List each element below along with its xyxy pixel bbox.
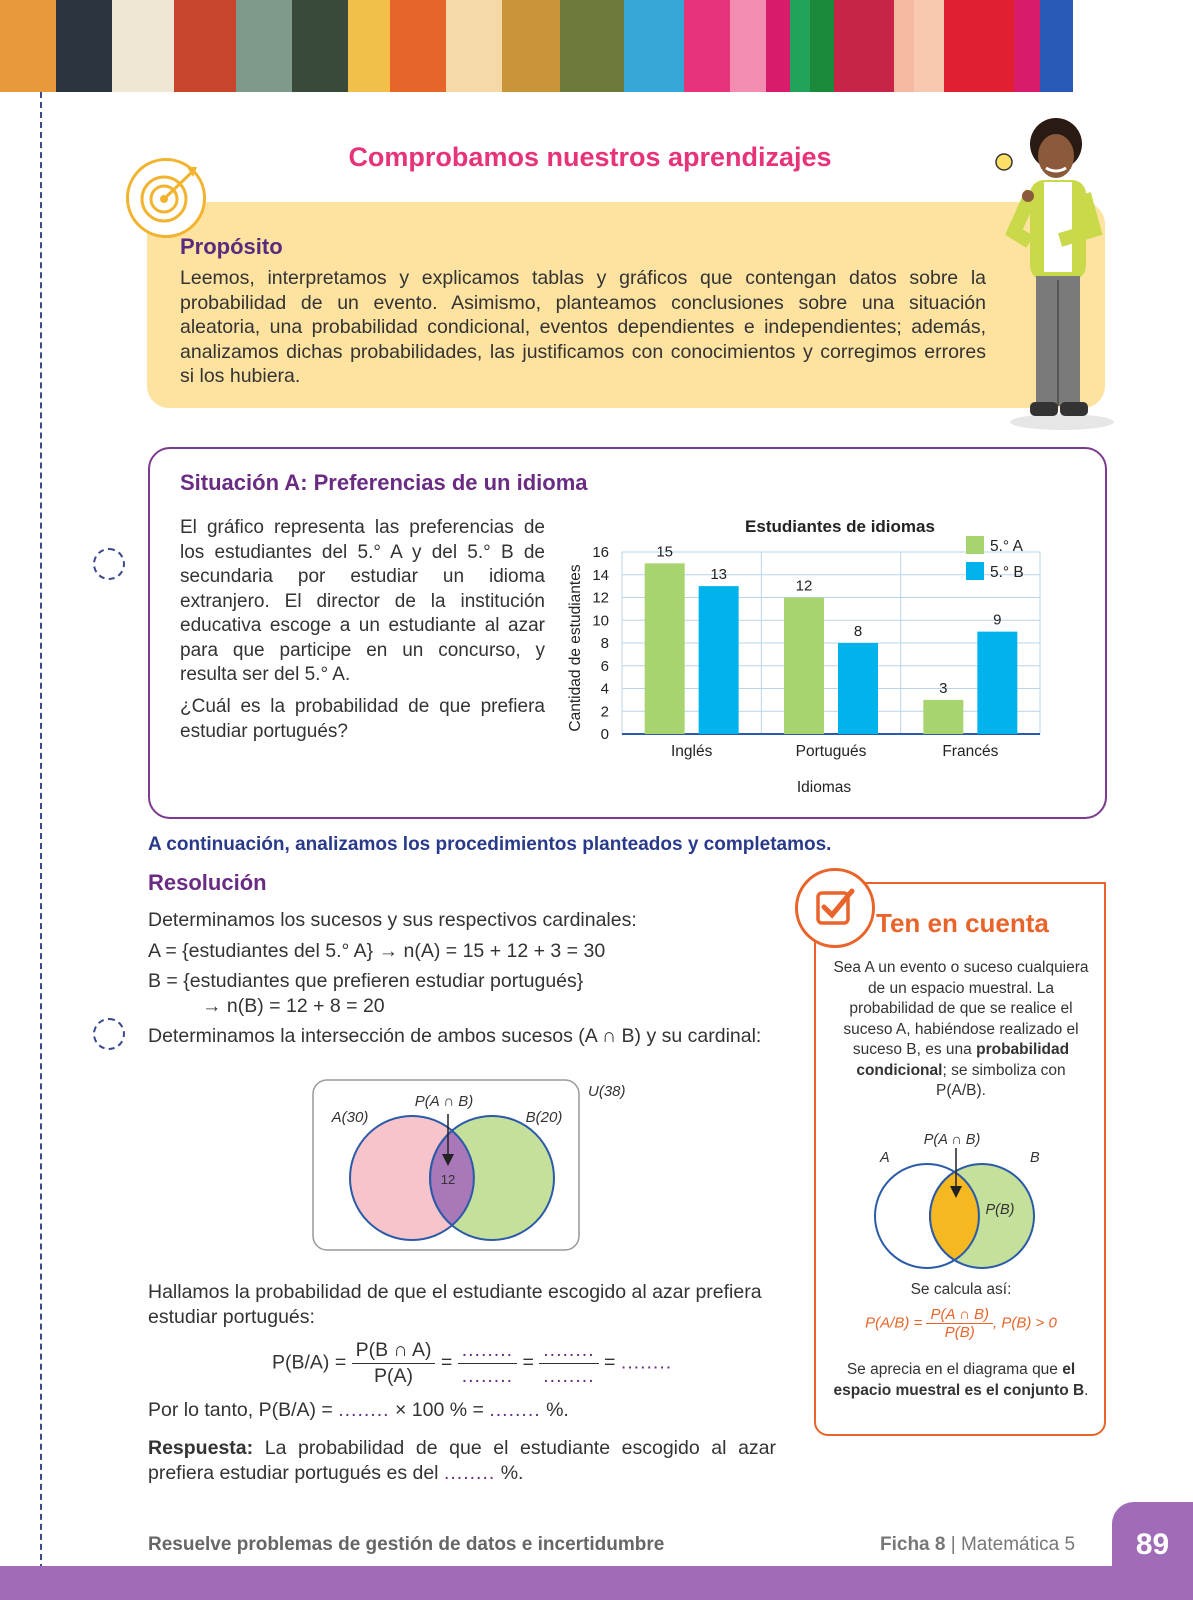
- blank-fraction-2[interactable]: $\frac{........}{........}$: [539, 1338, 598, 1389]
- probability-line: Hallamos la probabilidad de que el estudiante escogido al azar prefiera estudiar portugués:: [148, 1281, 762, 1328]
- blank-fraction-1[interactable]: $\frac{........}{........}$: [458, 1338, 517, 1389]
- event-b-line: B = {estudiantes que prefieren estudiar portugués}: [148, 970, 584, 992]
- chart-data-label: 12: [795, 577, 813, 595]
- binder-ring-icon: [93, 1018, 125, 1050]
- venn-intersection-label: P(A ∩ B): [414, 1093, 474, 1110]
- resolution-line-1: Determinamos los sucesos y sus respectivos cardinales:: [148, 909, 637, 931]
- bar-chart: [560, 512, 1060, 802]
- chart-x-tick-label: Francés: [942, 743, 999, 760]
- chart-y-tick-label: 16: [592, 544, 609, 561]
- binder-ring-icon: [93, 548, 125, 580]
- venn-diagram: [312, 1076, 632, 1256]
- formula-denominator: P(A): [374, 1365, 414, 1387]
- chart-bar: [977, 632, 1017, 734]
- chart-y-tick-label: 10: [592, 612, 609, 630]
- venn-set-b-label: B(20): [525, 1109, 563, 1126]
- conclusion-line: Por lo tanto, P(B/A) = ........ × 100 % = ........ %.: [148, 1399, 569, 1421]
- chart-title: Estudiantes de idiomas: [745, 517, 935, 536]
- note-intersection-label: P(A ∩ B): [923, 1132, 981, 1148]
- margin-dashed-line: [40, 92, 42, 1600]
- blank-percentage[interactable]: ........: [489, 1399, 541, 1421]
- note-pb-label: P(B): [985, 1202, 1015, 1218]
- note-definition: Sea A un evento o suceso cualquiera de un espacio muestral. La probabilidad de que se realice el suceso A, habiéndose realizado el suceso B, es una probabilidad condicional; se simboliza con P(A/B).: [833, 959, 1089, 1099]
- chart-legend-swatch: [966, 562, 984, 580]
- footer-competency: Resuelve problemas de gestión de datos e incertidumbre: [148, 1534, 665, 1555]
- resolution-lead: A continuación, analizamos los procedimientos planteados y completamos.: [148, 834, 832, 855]
- formula-fraction: [352, 1338, 436, 1389]
- chart-y-tick-label: 6: [600, 657, 609, 675]
- note-formula: P(A/B) = $\frac{P(A \cap B)}{P(B)}$ , P(B) > 0: [865, 1306, 1057, 1341]
- chart-legend-label: 5.° B: [990, 564, 1024, 581]
- chart-y-axis-label: Cantidad de estudiantes: [567, 564, 584, 732]
- student-illustration: [990, 112, 1130, 432]
- chart-data-label: 13: [710, 566, 728, 584]
- chart-y-tick-label: 12: [592, 589, 609, 607]
- formula-lhs: P(B/A) =: [272, 1351, 347, 1374]
- answer-label: Respuesta:: [148, 1437, 254, 1459]
- venn-set-a-label: A(30): [331, 1109, 369, 1126]
- target-icon: [126, 158, 206, 238]
- situation-heading: Situación A: Preferencias de un idioma: [180, 470, 588, 495]
- situation-question: ¿Cuál es la probabilidad de que prefiera estudiar portugués?: [180, 696, 545, 742]
- formula-numerator: P(B ∩ A): [352, 1338, 436, 1364]
- chart-data-label: 3: [939, 679, 948, 697]
- answer-line: Respuesta: La probabilidad de que el estudiante escogido al azar prefiera estudiar portugués es del ........ %.: [148, 1437, 777, 1484]
- note-venn-diagram: [862, 1128, 1062, 1278]
- chart-data-label: 8: [853, 623, 863, 640]
- blank-result[interactable]: ........: [620, 1351, 673, 1374]
- checklist-icon: [795, 868, 875, 948]
- page-number: 89: [1135, 1528, 1170, 1561]
- chart-x-tick-label: Inglés: [670, 743, 713, 760]
- event-a-line: A = {estudiantes del 5.° A} → n(A) = 15 + 12 + 3 = 30: [148, 940, 606, 962]
- conditional-formula: P(B/A) = $\frac{P(B \cap A)}{P(A)}$ = $\frac{........}{........}$ = $\frac{........}{........}$ = ........: [272, 1339, 673, 1387]
- note-set-b-label: B: [1030, 1150, 1040, 1166]
- chart-bar: [699, 586, 739, 734]
- note-sample-space: Se aprecia en el diagrama que el espacio muestral es el conjunto B.: [833, 1361, 1089, 1399]
- event-b-cardinal: → n(B) = 12 + 8 = 20: [202, 995, 385, 1017]
- chart-y-tick-label: 14: [592, 566, 609, 584]
- chart-bar: [838, 643, 878, 734]
- note-set-a-label: A: [880, 1150, 890, 1166]
- decorative-banner: [0, 0, 1193, 92]
- chart-bar: [645, 563, 685, 734]
- venn-universe-label: U(38): [588, 1083, 626, 1100]
- chart-data-label: 9: [993, 611, 1002, 629]
- blank-probability[interactable]: ........: [338, 1399, 390, 1421]
- chart-x-axis-label: Idiomas: [796, 779, 852, 796]
- note-heading: Ten en cuenta: [876, 908, 1049, 938]
- chart-x-tick-label: Portugués: [795, 743, 867, 760]
- venn-intersection-value: 12: [440, 1172, 456, 1187]
- chart-y-tick-label: 2: [600, 703, 609, 721]
- page-title: Comprobamos nuestros aprendizajes: [348, 142, 832, 172]
- blank-answer[interactable]: ........: [443, 1462, 496, 1484]
- footer-course: Ficha 8 | Matemática 5: [880, 1534, 1076, 1555]
- chart-y-tick-label: 4: [600, 680, 609, 698]
- intersection-line: Determinamos la intersección de ambos sucesos (A ∩ B) y su cardinal:: [148, 1025, 762, 1047]
- purpose-heading: Propósito: [180, 234, 283, 259]
- purpose-text: Leemos, interpretamos y explicamos tablas y gráficos que contengan datos sobre la probabilidad de un evento. Asimismo, planteamos conclusiones sobre una situación aleatoria, una probabilidad condicional, eventos dependientes e independientes; además, analizamos dichas probabilidades, las justificamos con conocimientos y corregimos errores si los hubiera.: [180, 267, 986, 387]
- chart-y-tick-label: 0: [600, 726, 609, 743]
- footer-bar: [0, 1566, 1193, 1600]
- chart-legend-swatch: [966, 536, 984, 554]
- situation-text: El gráfico representa las preferencias de los estudiantes del 5.° A y del 5.° B de secundaria por estudiar un idioma extranjero. El director de la institución educativa escoge a un estudiante al azar para que participe en un concurso, y resulta ser del 5.° A.: [180, 517, 545, 685]
- note-calc-label: Se calcula así:: [910, 1281, 1012, 1298]
- chart-bar: [784, 598, 824, 735]
- chart-y-tick-label: 8: [600, 635, 609, 652]
- resolution-heading: Resolución: [148, 870, 267, 895]
- chart-data-label: 15: [656, 543, 674, 561]
- chart-legend-label: 5.° A: [990, 538, 1023, 555]
- chart-bar: [923, 700, 963, 734]
